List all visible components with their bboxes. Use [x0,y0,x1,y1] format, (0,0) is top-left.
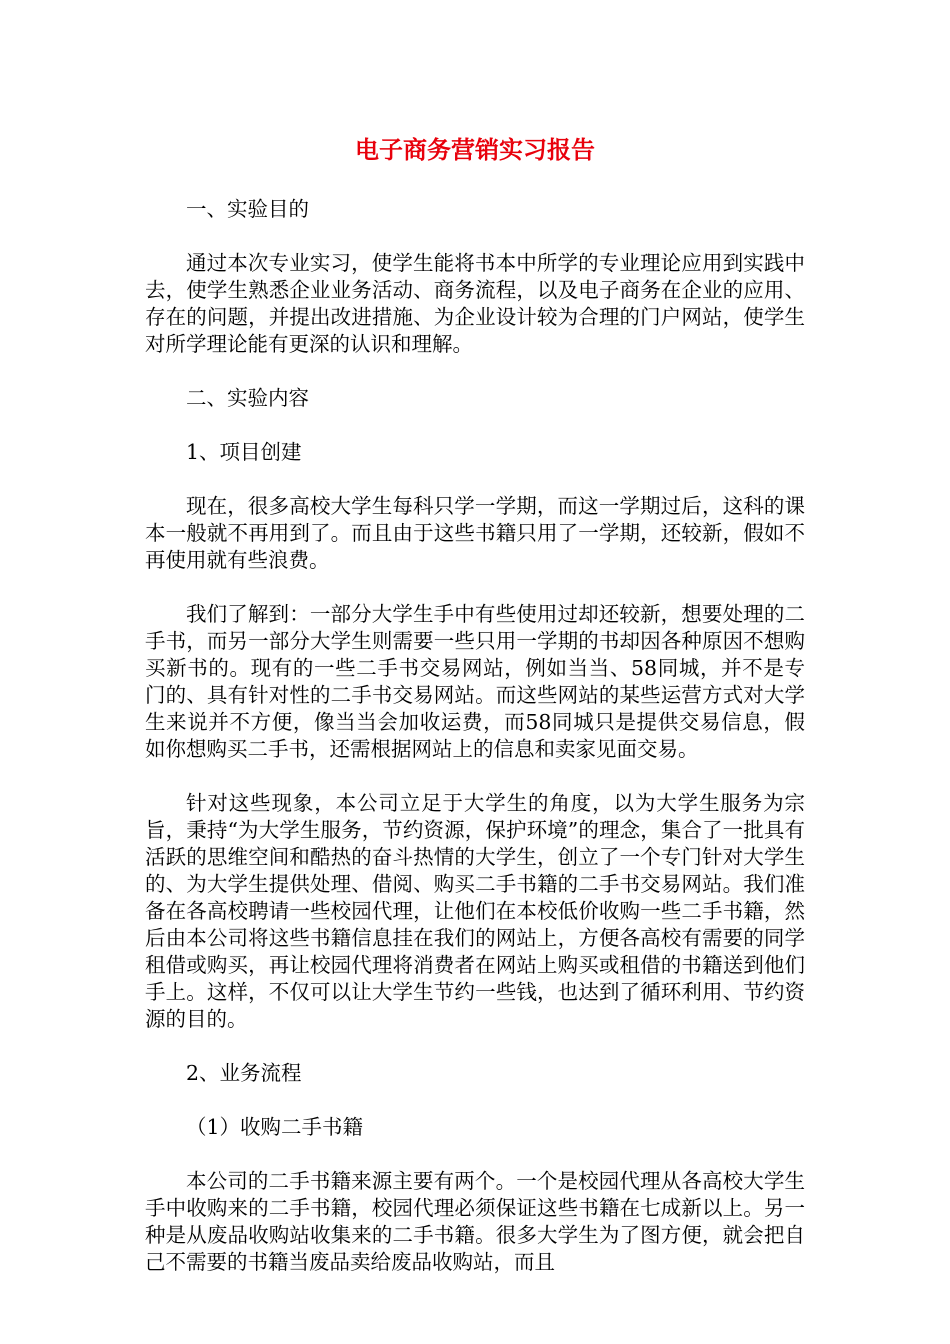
paragraph-purpose: 通过本次专业实习，使学生能将书本中所学的专业理论应用到实践中去，使学生熟悉企业业务活动、商务流程，以及电子商务在企业的应用、存在的问题，并提出改进措施、为企业设计较为合理的门户网站，使学生对所学理论能有更深的认识和理解。 [145,251,805,356]
subsection-heading-process: 2、业务流程 [186,1061,302,1085]
paragraph-market-research: 我们了解到：一部分大学生手中有些使用过却还较新，想要处理的二手书，而另一部分大学生则需要一些只用一学期的书却因各种原因不想购买新书的。现有的一些二手书交易网站，例如当当、58同城，并不是专门的、具有针对性的二手书交易网站。而这些网站的某些运营方式对大学生来说并不方便，像当当会加收运费，而58同城只是提供交易信息，假如你想购买二手书，还需根据网站上的信息和卖家见面交易。 [145,602,805,761]
section-heading-purpose: 一、实验目的 [186,197,309,221]
paragraph-book-sources: 本公司的二手书籍来源主要有两个。一个是校园代理从各高校大学生手中收购来的二手书籍，校园代理必须保证这些书籍在七成新以上。另一种是从废品收购站收集来的二手书籍。很多大学生为了图方便，就会把自己不需要的书籍当废品卖给废品收购站，而且 [145,1169,805,1274]
paragraph-background: 现在，很多高校大学生每科只学一学期，而这一学期过后，这科的课本一般就不再用到了。而且由于这些书籍只用了一学期，还较新，假如不再使用就有些浪费。 [145,494,805,572]
paragraph-company-concept: 针对这些现象，本公司立足于大学生的角度，以为大学生服务为宗旨，秉持“为大学生服务，节约资源，保护环境”的理念，集合了一批具有活跃的思维空间和酷热的奋斗热情的大学生，创立了一个专门针对大学生的、为大学生提供处理、借阅、购买二手书籍的二手书交易网站。我们准备在各高校聘请一些校园代理，让他们在本校低价收购一些二手书籍，然后由本公司将这些书籍信息挂在我们的网站上，方便各高校有需要的同学租借或购买，再让校园代理将消费者在网站上购买或租借的书籍送到他们手上。这样，不仅可以让大学生节约一些钱，也达到了循环利用、节约资源的目的。 [145,791,805,1031]
document-body [145,196,805,1303]
section-heading-content: 二、实验内容 [186,386,309,410]
document-title: 电子商务营销实习报告 [355,136,595,164]
subsection-heading-project: 1、项目创建 [186,440,302,464]
item-heading-purchase: （1）收购二手书籍 [186,1115,364,1139]
